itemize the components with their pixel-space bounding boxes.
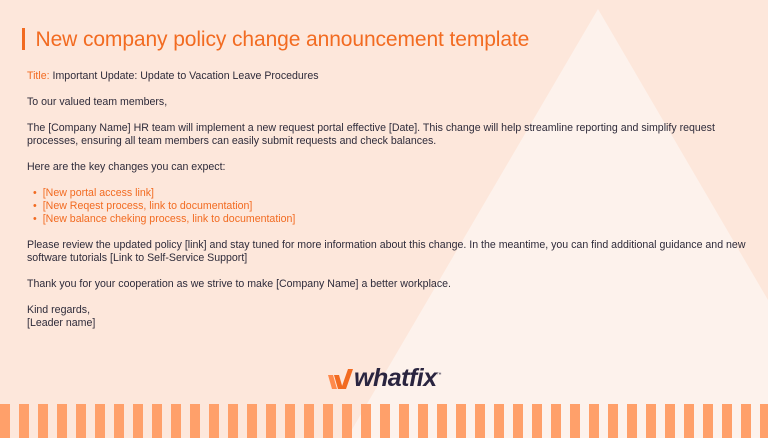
paragraph-thanks: Thank you for your cooperation as we strive to make [Company Name] a better workplace. (27, 278, 451, 290)
page-heading (22, 28, 747, 50)
title-value: Important Update: Update to Vacation Leave Procedures (52, 70, 319, 82)
logo-wordmark: whatfix (354, 364, 437, 392)
decorative-stripes (0, 404, 768, 438)
paragraph-changes: Here are the key changes you can expect: (27, 161, 226, 173)
trademark: ™ (436, 372, 442, 378)
email-title (27, 70, 747, 83)
paragraph-intro: The [Company Name] HR team will implement a new request portal effective [Date]. This change will help streamline reporting and simplify request processes, ensuring all team members can easily submit requests and check balances. (27, 122, 715, 147)
list-item: • [New balance cheking process, link to documentation] (33, 213, 747, 226)
signature: [Leader name] (27, 317, 96, 329)
paragraph-review: Please review the updated policy [link] and stay tuned for more information about this change. In the meantime, you can find additional guidance and new software tutorials [Link to Self-Service Support] (27, 239, 746, 264)
title-label: Title: (27, 70, 50, 82)
heading-accent-bar (22, 28, 25, 50)
signoff: Kind regards, (27, 304, 91, 316)
greeting: To our valued team members, (27, 96, 168, 108)
changes-list (27, 187, 747, 226)
whatfix-logo (328, 364, 442, 393)
whatfix-logo-icon (328, 367, 354, 391)
template-document (27, 28, 747, 330)
page-title: New company policy change announcement template (35, 27, 530, 51)
list-item: • [New Reqest process, link to documentation] (33, 200, 747, 213)
list-item: • [New portal access link] (33, 187, 747, 200)
